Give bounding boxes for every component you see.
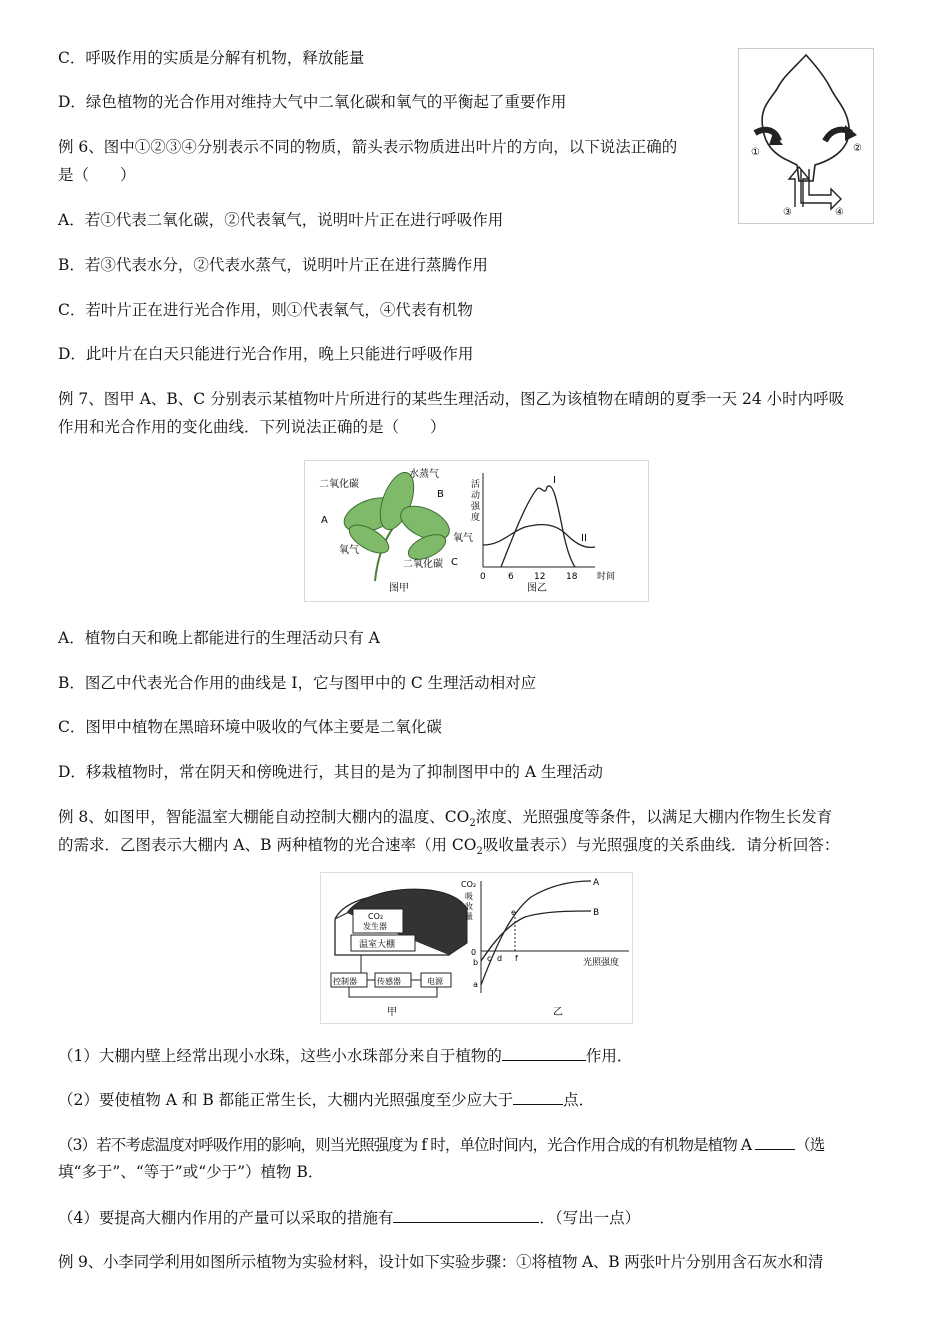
ex7-curve-chart — [471, 473, 615, 594]
ex7-caption-yi: 图乙 — [527, 583, 547, 594]
ex8-greenhouse-label: 温室大棚 — [359, 940, 396, 950]
ex7-label-o2-left: 氧气 — [339, 545, 359, 556]
option-d-photosynthesis: D．绿色植物的光合作用对维持大气中二氧化碳和氧气的平衡起了重要作用 — [58, 93, 567, 111]
ex8-curve-label-b: B — [593, 908, 600, 918]
ex7-caption-jia: 图甲 — [389, 583, 409, 594]
ex7-x-label: 时间 — [597, 572, 616, 582]
ex6-option-d: D．此叶片在白天只能进行光合作用，晚上只能进行呼吸作用 — [58, 345, 474, 363]
ex8-point-c: c — [487, 954, 492, 963]
ex7-option-a: A．植物白天和晚上都能进行的生理活动只有 A — [58, 629, 380, 647]
ex8-point-e: e — [511, 908, 516, 917]
ex7-y-char-3: 强 — [471, 502, 481, 512]
ex6-leaf-figure — [738, 48, 874, 224]
ex6-stem-line2: 是（ ） — [58, 166, 136, 184]
ex7-option-c: C．图甲中植物在黑暗环境中吸收的气体主要是二氧化碳 — [58, 718, 442, 736]
ex7-label-co2-top: 二氧化碳 — [319, 479, 359, 490]
ex7-tick-0: 0 — [480, 572, 486, 582]
leaf-label-3: ③ — [783, 207, 792, 218]
ex8-point-0: 0 — [471, 948, 477, 957]
ex8-co2-gen-label2: 发生器 — [363, 922, 387, 931]
ex7-label-co2-bottom: 二氧化碳 — [403, 559, 443, 570]
ex8-q1-blank[interactable] — [502, 1044, 586, 1061]
option-c-respiration: C．呼吸作用的实质是分解有机物，释放能量 — [58, 49, 365, 67]
ex7-curve-label-i: I — [553, 475, 556, 486]
ex7-tick-6: 6 — [508, 572, 514, 582]
ex8-question-3-line2: 填“多于”、“等于”或“少于”）植物 B． — [58, 1163, 324, 1181]
ex8-point-a: a — [473, 980, 478, 989]
ex8-caption-yi: 乙 — [553, 1007, 563, 1018]
ex9-stem-line1: 例 9、小李同学利用如图所示植物为实验材料，设计如下实验步骤：①将植物 A、B 两张叶片分别用含石灰水和清 — [58, 1253, 824, 1271]
ex8-question-3-line1: （3）若不考虑温度对呼吸作用的影响，则当光照强度为 f 时，单位时间内，光合作用合成的有机物是植物 A （选 — [58, 1133, 824, 1156]
ex7-y-char-1: 活 — [471, 480, 481, 490]
leaf-label-4: ④ — [835, 207, 844, 218]
ex8-greenhouse-diagram — [331, 889, 467, 1018]
ex8-point-d: d — [497, 954, 503, 963]
ex7-leaf-diagram — [319, 467, 473, 594]
ex7-figure — [304, 460, 649, 602]
ex8-caption-jia: 甲 — [387, 1007, 397, 1018]
ex8-sensor-label: 传感器 — [377, 977, 401, 986]
ex8-co2-gen-label1: CO₂ — [368, 912, 384, 921]
ex7-option-d: D．移栽植物时，常在阴天和傍晚进行，其目的是为了抑制图甲中的 A 生理活动 — [58, 763, 603, 781]
ex7-curve-label-ii: II — [581, 533, 587, 544]
ex8-y-char-1: 吸 — [465, 892, 473, 901]
ex6-option-b: B．若③代表水分，②代表水蒸气，说明叶片正在进行蒸腾作用 — [58, 256, 488, 274]
ex7-label-b: B — [437, 489, 444, 500]
ex8-y-char-3: 量 — [465, 912, 473, 921]
ex7-label-a: A — [321, 515, 328, 526]
ex8-point-f: f — [515, 954, 518, 963]
ex8-q2-blank[interactable] — [513, 1088, 563, 1105]
ex7-tick-12: 12 — [534, 572, 546, 582]
leaf-label-1: ① — [751, 147, 760, 158]
ex8-x-label: 光照强度 — [583, 958, 620, 968]
ex8-q4-blank[interactable] — [393, 1206, 539, 1223]
ex7-stem-line2: 作用和光合作用的变化曲线．下列说法正确的是（ ） — [58, 418, 446, 436]
ex8-point-b: b — [473, 958, 479, 967]
ex8-stem-line1: 例 8、如图甲，智能温室大棚能自动控制大棚内的温度、$CO_2$浓度、光照强度等条件，以满足大棚内作物生长发育 — [58, 808, 833, 830]
ex8-y-co2: CO₂ — [461, 880, 477, 889]
ex8-q3-blank[interactable] — [755, 1133, 795, 1150]
ex8-figure — [320, 872, 633, 1024]
ex8-y-char-2: 收 — [465, 902, 473, 911]
ex6-option-a: A．若①代表二氧化碳，②代表氧气，说明叶片正在进行呼吸作用 — [58, 211, 504, 229]
ex6-option-c: C．若叶片正在进行光合作用，则①代表氧气，④代表有机物 — [58, 301, 473, 319]
ex7-label-vapor: 水蒸气 — [409, 469, 439, 480]
ex8-controller-label: 控制器 — [333, 977, 357, 986]
ex7-label-c: C — [451, 557, 458, 568]
ex8-question-2: （2）要使植物 A 和 B 都能正常生长，大棚内光照强度至少应大于 点． — [58, 1088, 594, 1111]
ex8-curve-label-a: A — [593, 878, 600, 888]
ex8-question-1: （1）大棚内壁上经常出现小水珠，这些小水珠部分来自于植物的 作用． — [58, 1044, 632, 1067]
ex8-rate-chart — [461, 878, 629, 1018]
ex8-stem-line2: 的需求．乙图表示大棚内 A、B 两种植物的光合速率（用 $CO_2$吸收量表示）与光照强度的关系曲线．请分析回答： — [58, 836, 840, 858]
leaf-label-2: ② — [853, 143, 862, 154]
ex7-stem-line1: 例 7、图甲 A、B、C 分别表示某植物叶片所进行的某些生理活动，图乙为该植物在晴朗的夏季一天 24 小时内呼吸 — [58, 390, 845, 408]
ex8-question-4: （4）要提高大棚内作用的产量可以采取的措施有 ．（写出一点） — [58, 1206, 640, 1229]
ex8-power-label: 电源 — [427, 977, 443, 986]
ex7-option-b: B．图乙中代表光合作用的曲线是 I，它与图甲中的 C 生理活动相对应 — [58, 674, 537, 692]
ex6-stem-line1: 例 6、图中①②③④分别表示不同的物质，箭头表示物质进出叶片的方向，以下说法正确的 — [58, 138, 678, 156]
ex7-y-char-4: 度 — [471, 513, 481, 523]
ex7-tick-18: 18 — [566, 572, 578, 582]
ex7-y-char-2: 动 — [471, 491, 481, 501]
ex7-label-o2-right: 氧气 — [453, 533, 473, 544]
